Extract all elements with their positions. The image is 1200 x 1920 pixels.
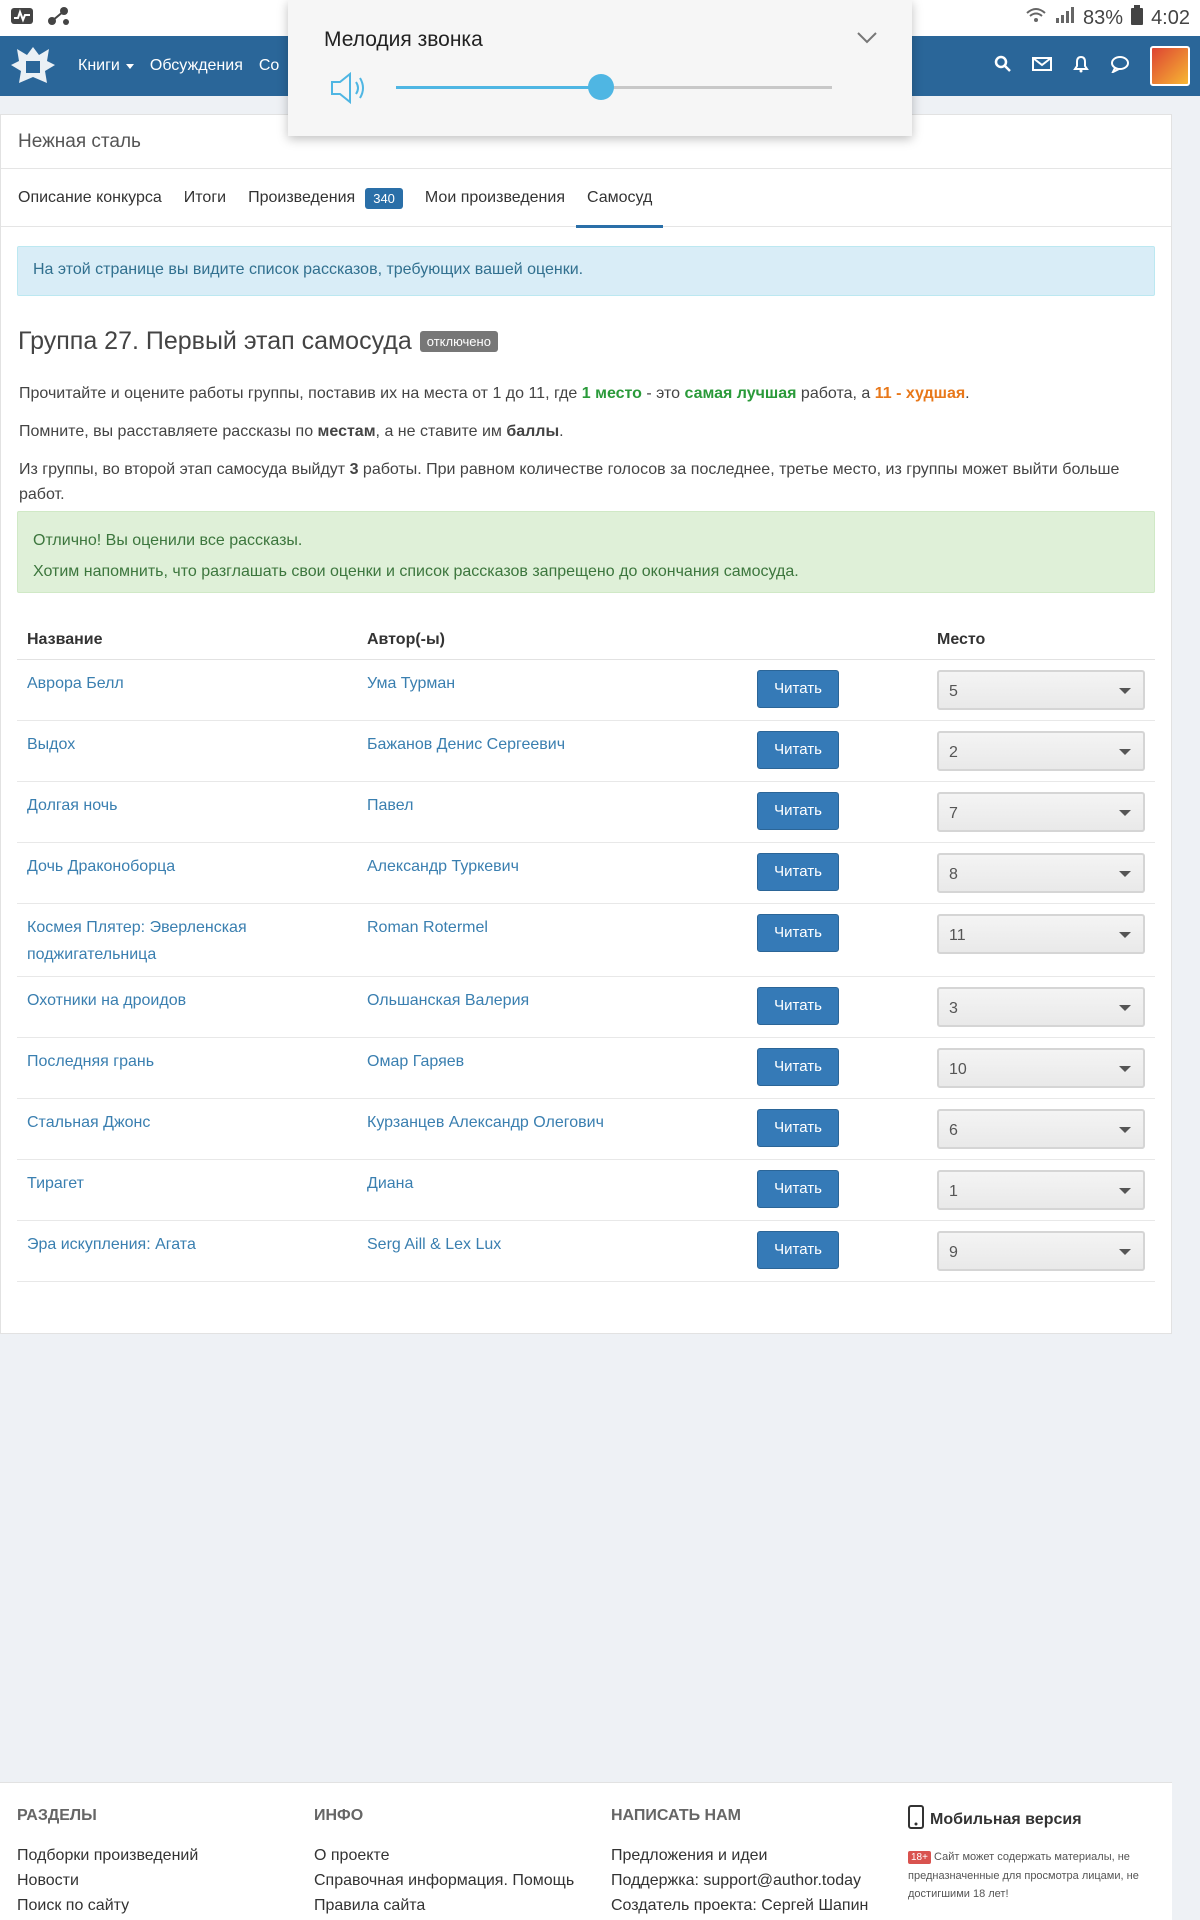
place-select[interactable]: 3	[937, 987, 1145, 1027]
place-select[interactable]: 8	[937, 853, 1145, 893]
read-button[interactable]: Читать	[757, 792, 839, 830]
works-count-badge: 340	[365, 188, 403, 209]
place-select[interactable]: 9	[937, 1231, 1145, 1271]
search-icon[interactable]	[994, 55, 1012, 78]
table-row	[17, 782, 1155, 843]
column-author: Автор(-ы)	[357, 615, 747, 660]
signal-icon	[1055, 6, 1075, 30]
user-avatar[interactable]	[1150, 46, 1190, 86]
tab-self-judging[interactable]: Самосуд	[576, 169, 663, 227]
table-row	[17, 1099, 1155, 1160]
battery-percent: 83%	[1083, 6, 1124, 29]
group-title: Группа 27. Первый этап самосуда отключено	[18, 327, 498, 356]
footer-link[interactable]: О проекте	[314, 1847, 390, 1864]
author-link[interactable]: Roman Rotermel	[367, 919, 488, 936]
dropdown-arrow-icon	[1119, 810, 1131, 816]
table-header	[17, 615, 1155, 660]
instructions-rank: Прочитайте и оцените работы группы, поставив их на места от 1 до 11, где 1 место - это самая лучшая работа, а 11 - худшая.	[19, 385, 970, 402]
story-title-link[interactable]: Дочь Драконоборца	[27, 858, 176, 875]
place-select[interactable]: 2	[937, 731, 1145, 771]
site-logo[interactable]	[4, 40, 62, 92]
place-select[interactable]: 7	[937, 792, 1145, 832]
instructions-advance: Из группы, во второй этап самосуда выйдут 3 работы. При равном количестве голосов за последнее, третье место, из группы может выйти больше работ.	[19, 461, 1120, 503]
read-button[interactable]: Читать	[757, 987, 839, 1025]
place-select[interactable]: 1	[937, 1170, 1145, 1210]
column-read	[747, 615, 927, 660]
author-link[interactable]: Диана	[367, 1175, 414, 1192]
clock: 4:02	[1151, 6, 1190, 29]
author-link[interactable]: Павел	[367, 797, 414, 814]
wifi-icon	[1025, 6, 1047, 30]
read-button[interactable]: Читать	[757, 1231, 839, 1269]
info-alert: На этой странице вы видите список рассказов, требующих вашей оценки.	[17, 246, 1155, 296]
contest-title: Нежная сталь	[1, 115, 1171, 169]
activity-icon	[10, 6, 34, 31]
story-title-link[interactable]: Тирагет	[27, 1175, 84, 1192]
table-row	[17, 1221, 1155, 1282]
footer-mobile	[908, 1805, 1168, 1903]
dropdown-arrow-icon	[1119, 1127, 1131, 1133]
read-button[interactable]: Читать	[757, 853, 839, 891]
dropdown-arrow-icon	[1119, 871, 1131, 877]
footer-link[interactable]: Поддержка: support@author.today	[611, 1872, 862, 1889]
story-title-link[interactable]: Последняя грань	[27, 1053, 155, 1070]
author-link[interactable]: Курзанцев Александр Олегович	[367, 1114, 604, 1131]
read-button[interactable]: Читать	[757, 1048, 839, 1086]
table-row	[17, 721, 1155, 782]
nav-books[interactable]: Книги	[78, 57, 134, 75]
read-button[interactable]: Читать	[757, 670, 839, 708]
tab-my-works[interactable]: Мои произведения	[424, 189, 565, 206]
story-title-link[interactable]: Выдох	[27, 736, 76, 753]
read-button[interactable]: Читать	[757, 1109, 839, 1147]
author-link[interactable]: Ольшанская Валерия	[367, 992, 530, 1009]
volume-slider-thumb[interactable]	[588, 74, 614, 100]
contest-tabs	[1, 169, 1171, 227]
table-row	[17, 660, 1155, 721]
author-link[interactable]: Александр Туркевич	[367, 858, 519, 875]
story-title-link[interactable]: Долгая ночь	[27, 797, 118, 814]
author-link[interactable]: Бажанов Денис Сергеевич	[367, 736, 566, 753]
dropdown-arrow-icon	[1119, 1188, 1131, 1194]
success-alert: Отлично! Вы оценили все рассказы. Хотим напомнить, что разглашать свои оценки и список рассказов запрещено до окончания самосуда.	[17, 511, 1155, 593]
table-row	[17, 904, 1155, 977]
tab-results[interactable]: Итоги	[183, 189, 227, 206]
dropdown-arrow-icon	[1119, 1005, 1131, 1011]
footer	[0, 1782, 1172, 1920]
story-title-link[interactable]: Охотники на дроидов	[27, 992, 187, 1009]
story-title-link[interactable]: Стальная Джонс	[27, 1114, 151, 1131]
author-link[interactable]: Ума Турман	[367, 675, 456, 692]
place-select[interactable]: 11	[937, 914, 1145, 954]
volume-popup	[288, 0, 912, 136]
contest-panel	[0, 114, 1172, 1334]
bell-icon[interactable]	[1072, 55, 1090, 78]
chevron-down-icon[interactable]	[856, 30, 878, 50]
battery-icon	[1131, 5, 1143, 31]
author-link[interactable]: Омар Гаряев	[367, 1053, 465, 1070]
instructions-places: Помните, вы расставляете рассказы по местам, а не ставите им баллы.	[19, 423, 564, 440]
table-row	[17, 977, 1155, 1038]
column-title: Название	[17, 615, 357, 660]
footer-link[interactable]: Предложения и идеи	[611, 1847, 768, 1864]
dropdown-arrow-icon	[1119, 1249, 1131, 1255]
mobile-version-link[interactable]: Мобильная версия	[908, 1805, 1168, 1834]
footer-sections: РАЗДЕЛЫ Подборки произведений Новости Поиск по сайту	[17, 1807, 198, 1918]
table-row	[17, 1160, 1155, 1221]
app-notification-icon	[46, 5, 72, 32]
nav-discussions[interactable]: Обсуждения	[149, 57, 243, 74]
dropdown-arrow-icon	[1119, 688, 1131, 694]
volume-slider[interactable]	[396, 86, 832, 89]
footer-link[interactable]: Создатель проекта: Сергей Шапин	[611, 1897, 869, 1914]
dropdown-arrow-icon	[1119, 1066, 1131, 1072]
footer-link[interactable]: Справочная информация. Помощь	[314, 1872, 575, 1889]
story-title-link[interactable]: Эра искупления: Агата	[27, 1236, 196, 1253]
footer-contact: НАПИСАТЬ НАМ Предложения и идеи Поддержка: support@author.today Создатель проекта: Сергей Шапин	[611, 1807, 868, 1918]
read-button[interactable]: Читать	[757, 1170, 839, 1208]
chat-icon[interactable]	[1110, 55, 1130, 78]
dropdown-arrow-icon	[1119, 749, 1131, 755]
read-button[interactable]: Читать	[757, 914, 839, 952]
footer-link[interactable]: Поиск по сайту	[17, 1897, 130, 1914]
speaker-icon[interactable]	[328, 70, 368, 111]
nav-more[interactable]: Со	[258, 57, 280, 74]
age-badge: 18+	[908, 1851, 931, 1864]
footer-link[interactable]: Новости	[17, 1872, 79, 1889]
volume-popup-title: Мелодия звонка	[324, 28, 483, 51]
story-title-link[interactable]: Космея Плятер: Эверленская поджигательница	[27, 919, 247, 963]
footer-link[interactable]: Правила сайта	[314, 1897, 426, 1914]
column-place: Место	[927, 615, 1155, 660]
caret-down-icon	[126, 64, 134, 69]
mail-icon[interactable]	[1032, 56, 1052, 77]
place-select[interactable]: 6	[937, 1109, 1145, 1149]
volume-slider-fill	[396, 86, 601, 89]
read-button[interactable]: Читать	[757, 731, 839, 769]
age-warning: 18+ Сайт может содержать материалы, не предназначенные для просмотра лицами, не достигшими 18 лет!	[908, 1851, 1139, 1900]
story-title-link[interactable]: Аврора Белл	[27, 675, 124, 692]
author-link[interactable]: Serg Aill & Lex Lux	[367, 1236, 502, 1253]
dropdown-arrow-icon	[1119, 932, 1131, 938]
table-row	[17, 1038, 1155, 1099]
place-select[interactable]: 5	[937, 670, 1145, 710]
status-badge: отключено	[420, 331, 498, 352]
stories-table	[17, 615, 1155, 1282]
tab-works[interactable]: Произведения 340	[237, 169, 414, 227]
table-row	[17, 843, 1155, 904]
place-select[interactable]: 10	[937, 1048, 1145, 1088]
phone-icon	[908, 1805, 924, 1834]
footer-link[interactable]: Подборки произведений	[17, 1847, 199, 1864]
footer-info: ИНФО О проекте Справочная информация. Помощь Правила сайта	[314, 1807, 574, 1918]
tab-description[interactable]: Описание конкурса	[18, 189, 162, 206]
